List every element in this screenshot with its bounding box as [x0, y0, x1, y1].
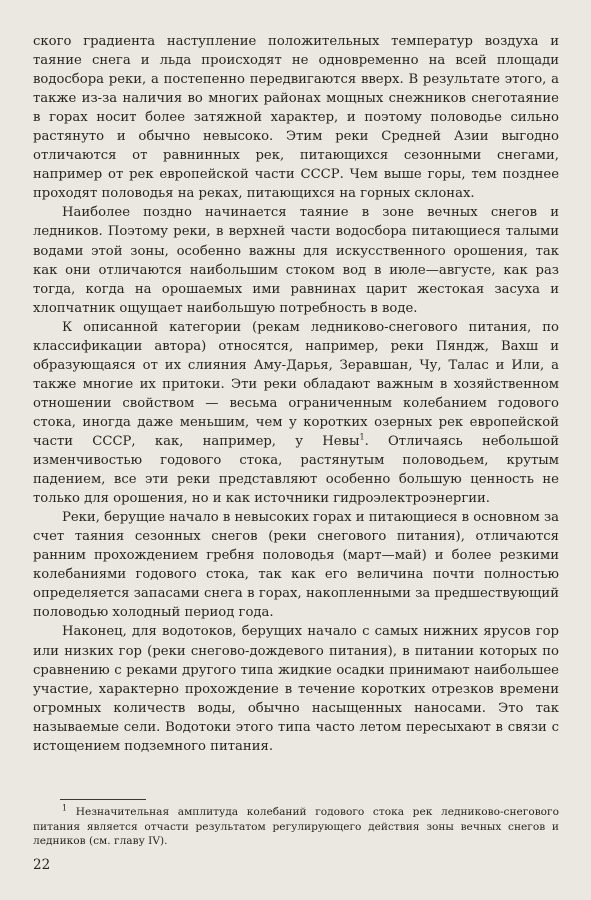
footnote-divider: [60, 799, 146, 800]
body-text: [33, 32, 559, 756]
paragraph-text: Наконец, для водотоков, берущих начало с самых нижних ярусов гор или низких гор (реки снегово-дождевого питания), в питании которых по сравнению с реками другого типа жидкие осадки принимают наибольшее участие, характерно прохождение в течение коротких отрезков времени огромных количеств воды, обычно насыщенных наносами. Это так называемые сели. Водотоки этого типа часто летом пересыхают в связи с истощением подземного питания.: [33, 624, 559, 754]
paragraph-text: Реки, берущие начало в невысоких горах и питающиеся в основном за счет таяния сезонных снегов (реки снегового питания), отличаются ранним прохождением гребня половодья (март—май) и более резкими колебаниями годового стока, так как его величина почти полностью определяется запасами снега в горах, накопленными за предшествующий половодью холодный период года.: [33, 510, 560, 621]
page-number: 22: [33, 857, 51, 873]
footnote-reference: 1: [359, 432, 365, 442]
paragraph: [33, 508, 559, 622]
paragraph-text: . Отличаясь небольшой изменчивостью годового стока, растянутым половодьем, крутым падением, все эти реки представляют особенно большую ценность не только для орошения, но и как источники гидроэлектроэнергии.: [33, 433, 559, 507]
footnote: [33, 805, 559, 849]
paragraph: [33, 203, 559, 317]
paragraph: [33, 622, 559, 755]
paragraph-text: ского градиента наступление положительных температур воздуха и таяние снега и льда происходят не одновременно на всей площади водосбора реки, а постепенно передвигаются вверх. В результате этого, а также из-за наличия во многих районах мощных снежников снеготаяние в горах носит более затяжной характер, и поэтому половодье сильно растянуто и обычно невысоко. Этим реки Средней Азии выгодно отличаются от равнинных рек, питающихся сезонными снегами, например от рек европейской части СССР. Чем выше горы, тем позднее проходят половодья на реках, питающихся на горных склонах.: [33, 34, 559, 202]
paragraph-text: К описанной категории (рекам ледниково-снегового питания, по классификации автора) относятся, например, реки Пяндж, Вахш и образующаяся от их слияния Аму-Дарья, Зеравшан, Чу, Талас и Или, а также многие их притоки. Эти реки обладают важным в хозяйственном отношении свойством — весьма ограниченным колебанием годового стока, иногда даже меньшим, чем у коротких озерных рек европейской части СССР, как, например, у Невы: [33, 319, 559, 449]
paragraph-text: Наиболее поздно начинается таяние в зоне вечных снегов и ледников. Поэтому реки, в верхней части водосбора питающиеся талыми водами этой зоны, особенно важны для искусственного орошения, так как они отличаются наибольшим стоком вод в июле—августе, как раз тогда, когда на орошаемых ими равнинах царит жестокая засуха и хлопчатник ощущает наибольшую потребность в воде.: [33, 205, 559, 316]
footnote-marker: 1: [62, 803, 68, 813]
paragraph: [33, 32, 559, 203]
footnote-text: Незначительная амплитуда колебаний годового стока рек ледниково-снегового питания является отчасти результатом регулирующего действия зоны вечных снегов и ледников (см. главу IV).: [33, 806, 559, 847]
paragraph: [33, 318, 559, 508]
